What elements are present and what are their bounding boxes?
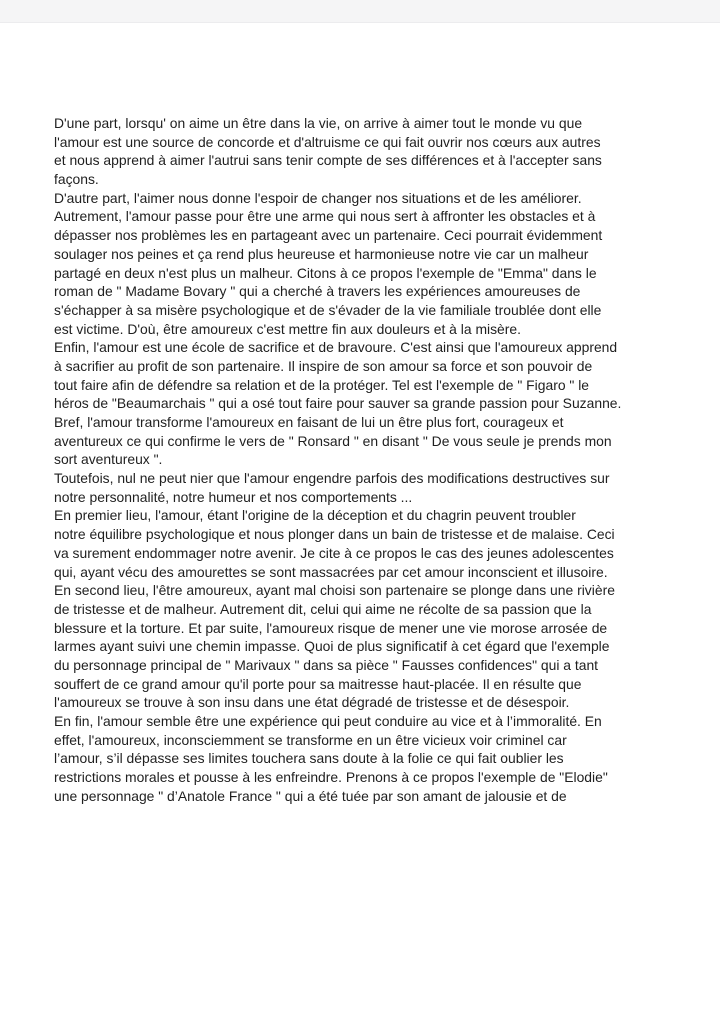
text-line: Autrement, l'amour passe pour être une arme qui nous sert à affronter les obstacles et à (54, 208, 596, 225)
text-line: tout faire afin de défendre sa relation et de la protéger. Tel est l'exemple de " Figaro " le (54, 376, 590, 393)
text-line: soulager nos peines et ça rend plus heureuse et harmonieuse notre vie car un malheur (54, 245, 589, 262)
text-line: souffert de ce grand amour qu'il porte pour sa maitresse haut-placée. Il en résulte que (54, 675, 582, 692)
text-line: partagé en deux n'est plus un malheur. Citons à ce propos l'exemple de "Emma" dans le (54, 264, 597, 281)
text-line: roman de " Madame Bovary " qui a cherché à travers les expériences amoureuses de (54, 283, 581, 300)
text-line: aventureux ce qui confirme le vers de " Ronsard " en disant " De vous seule je prends mon (54, 432, 612, 449)
text-line: blessure et la torture. Et par suite, l'amoureux risque de mener une vie morose arrosée de (54, 619, 608, 636)
text-line: notre équilibre psychologique et nous plonger dans un bain de tristesse et de malaise. Ceci (54, 526, 615, 543)
text-line: l'amour est une source de concorde et d'altruisme ce qui fait ouvrir nos cœurs aux autres (54, 133, 601, 150)
text-line: Enfin, l'amour est une école de sacrifice et de bravoure. C'est ainsi que l'amoureux apprend (54, 339, 618, 356)
text-line: l’amour, s’il dépasse ses limites touchera sans doute à la folie ce qui fait oublier les (54, 750, 564, 767)
text-line: Bref, l'amour transforme l'amoureux en faisant de lui un être plus fort, courageux et (54, 414, 564, 430)
text-line: D'une part, lorsqu' on aime un être dans la vie, on arrive à aimer tout le monde vu que (54, 115, 583, 131)
text-line: D'autre part, l'aimer nous donne l'espoir de changer nos situations et de les améliorer. (54, 189, 582, 206)
text-line: restrictions morales et pousse à les enfreindre. Prenons à ce propos l'exemple de "Elodie" (54, 769, 608, 786)
document-page (54, 114, 694, 805)
text-line: s'échapper à sa misère psychologique et de s'évader de la vie familiale troublée dont elle (54, 301, 602, 318)
text-line: En fin, l'amour semble être une expérience qui peut conduire au vice et à l’immoralité. En (54, 713, 602, 729)
text-line: sort aventureux ". (54, 451, 163, 468)
text-line: notre personnalité, notre humeur et nos comportements ... (54, 488, 413, 505)
text-line: qui, ayant vécu des amourettes se sont massacrées par cet amour inconscient et illusoire. (54, 563, 608, 580)
text-line: une personnage " d’Anatole France " qui a été tuée par son amant de jalousie et de (54, 787, 567, 804)
top-toolbar-strip (0, 0, 720, 23)
text-line: l'amoureux se trouve à son insu dans une état dégradé de tristesse et de désespoir. (54, 694, 570, 711)
text-line: et nous apprend à aimer l'autrui sans tenir compte de ses différences et à l'accepter sans (54, 152, 602, 169)
text-line: va surement endommager notre avenir. Je cite à ce propos le cas des jeunes adolescentes (54, 544, 614, 561)
text-line: à sacrifier au profit de son partenaire. Il inspire de son amour sa force et son pouvoir de (54, 357, 593, 374)
text-line: du personnage principal de " Marivaux " dans sa pièce " Fausses confidences" qui a tant (54, 656, 599, 673)
text-line: larmes ayant suivi une chemin impasse. Quoi de plus significatif à cet égard que l'exemple (54, 638, 610, 655)
text-line: façons. (54, 171, 99, 188)
text-line: effet, l'amoureux, inconsciemment se transforme en un être vicieux voir criminel car (54, 731, 567, 748)
text-line: Toutefois, nul ne peut nier que l'amour engendre parfois des modifications destructives sur (54, 470, 610, 487)
text-line: En premier lieu, l'amour, étant l'origine de la déception et du chagrin peuvent troubler (54, 507, 576, 524)
text-line: de tristesse et de malheur. Autrement dit, celui qui aime ne récolte de sa passion que la (54, 600, 592, 617)
text-line: héros de "Beaumarchais " qui a osé tout faire pour sauver sa grande passion pour Suzanne. (54, 395, 622, 412)
text-line: En second lieu, l'être amoureux, ayant mal choisi son partenaire se plonge dans une rivière (54, 582, 615, 599)
text-line: dépasser nos problèmes les en partageant avec un partenaire. Ceci pourrait évidemment (54, 227, 603, 244)
text-line: est victime. D'où, être amoureux c'est mettre fin aux douleurs et à la misère. (54, 320, 521, 337)
